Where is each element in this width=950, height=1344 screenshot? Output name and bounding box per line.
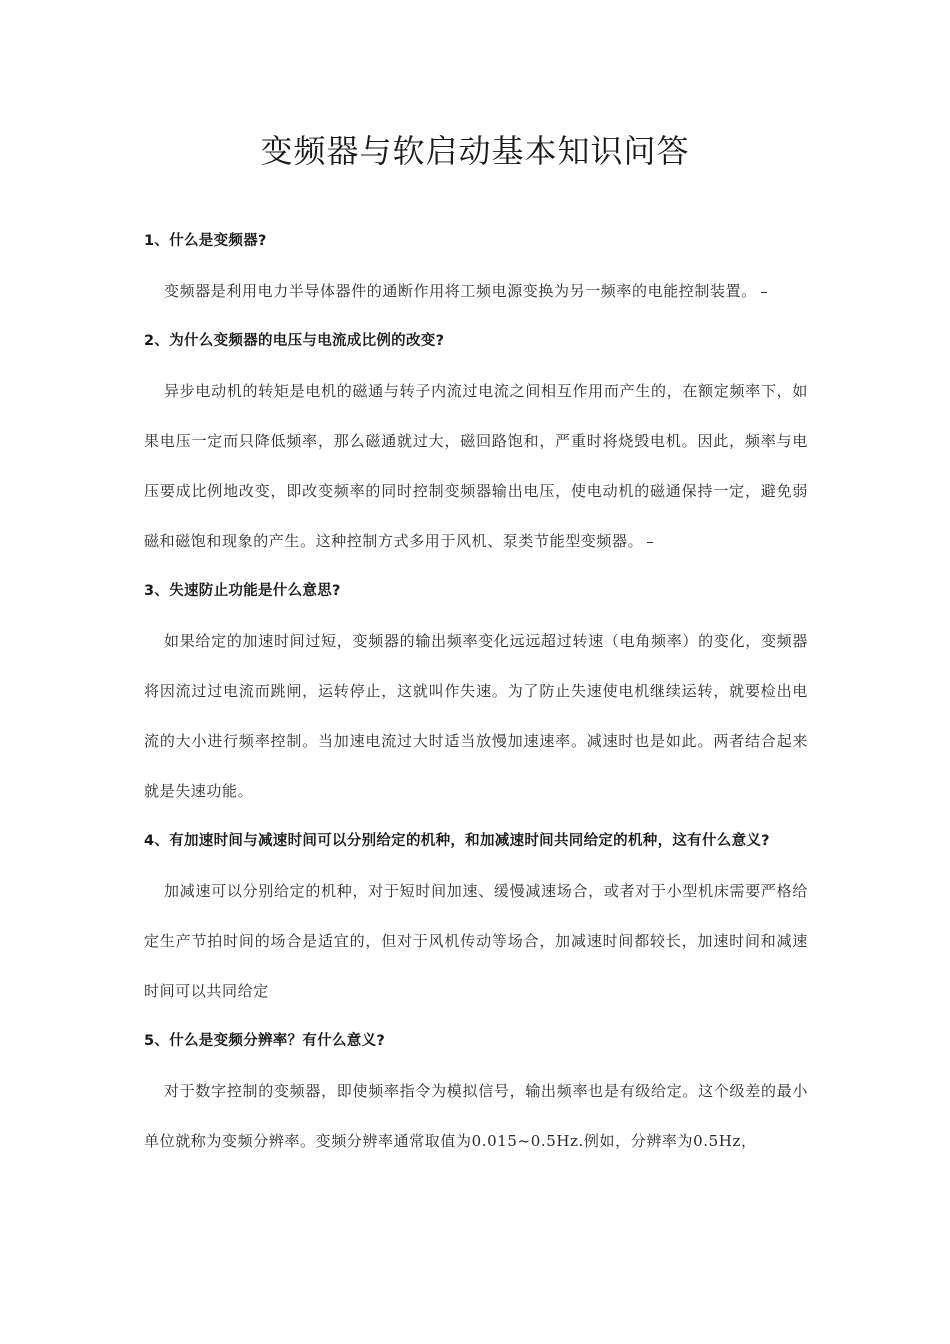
answer-2-text: 异步电动机的转矩是电机的磁通与转子内流过电流之间相互作用而产生的，在额定频率下，如果电压一定而只降低频率，那么磁通就过大，磁回路饱和，严重时将烧毁电机。因此，频率与电压要成比例地改变，即改变频率的同时控制变频器输出电压，使电动机的磁通保持一定，避免弱磁和磁饱和现象的产生。这种控制方式多用于风机、泵类节能型变频器。 <box>144 382 808 550</box>
question-3: 3、失速防止功能是什么意思? <box>144 583 341 599</box>
answer-3: 如果给定的加速时间过短，变频器的输出频率变化远远超过转速（电角频率）的变化，变频器将因流过过电流而跳闸，运转停止，这就叫作失速。为了防止失速使电机继续运转，就要检出电流的大小进行频率控制。当加速电流过大时适当放慢加速速率。减速时也是如此。两者结合起来就是失速功能。 <box>144 632 808 800</box>
question-1: 1、什么是变频器? <box>144 233 267 249</box>
question-5: 5、什么是变频分辨率？有什么意义? <box>144 1033 386 1049</box>
question-4: 4、有加速时间与减速时间可以分别给定的机种，和加减速时间共同给定的机种，这有什么意义? <box>144 833 770 849</box>
answer-5: 对于数字控制的变频器，即使频率指令为模拟信号，输出频率也是有级给定。这个级差的最小单位就称为变频分辨率。变频分辨率通常取值为0.015~0.5Hz.例如，分辨率为0.5Hz， <box>144 1082 808 1150</box>
question-2: 2、为什么变频器的电压与电流成比例的改变? <box>144 333 445 349</box>
document-title: 变频器与软启动基本知识问答 <box>260 132 690 170</box>
answer-1-text: 变频器是利用电力半导体器件的通断作用将工频电源变换为另一频率的电能控制装置。 <box>164 282 757 300</box>
answer-1 <box>144 266 808 316</box>
answer-2 <box>144 366 808 566</box>
document-body <box>144 216 808 1166</box>
answer-4: 加减速可以分别给定的机种，对于短时间加速、缓慢减速场合，或者对于小型机床需要严格给定生产节拍时间的场合是适宜的，但对于风机传动等场合，加减速时间都较长，加速时间和减速时间可以共同给定 <box>144 882 808 1000</box>
paragraph-end-mark <box>761 292 767 293</box>
paragraph-end-mark <box>647 542 653 543</box>
